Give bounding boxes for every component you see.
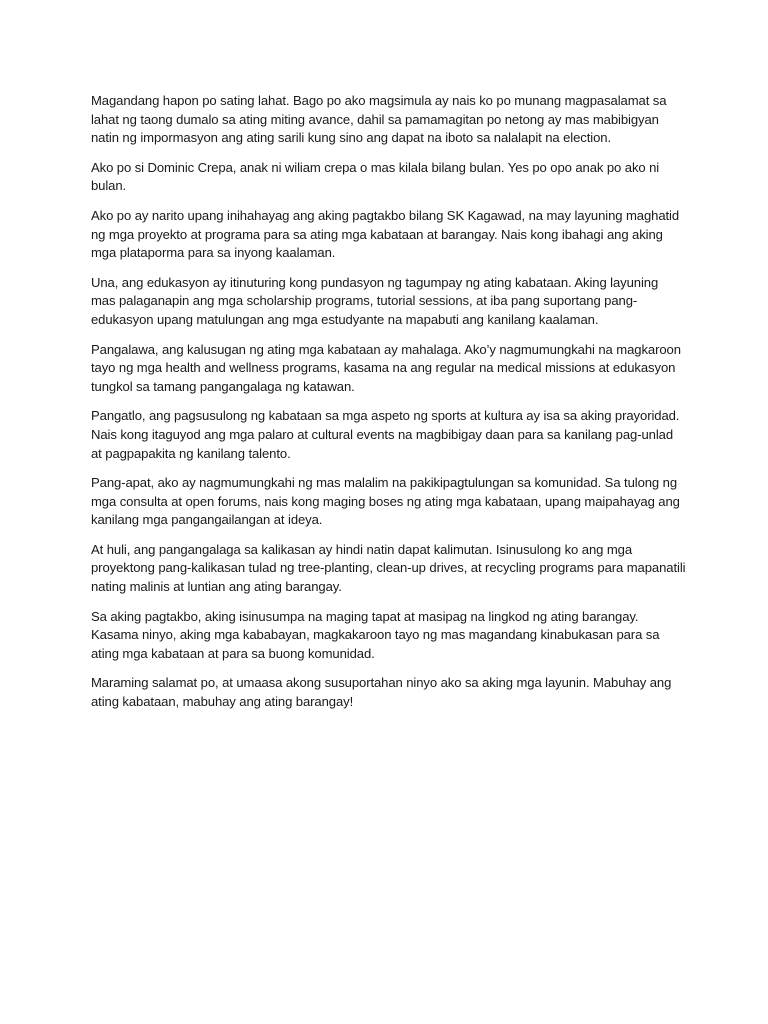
paragraph-pledge: Sa aking pagtakbo, aking isinusumpa na maging tapat at masipag na lingkod ng ating barangay. Kasama ninyo, aking mga kababayan, magkakaroon tayo ng mas magandang kinabukasan para sa ating mga kabataan at para sa buong komunidad. [91,608,660,661]
paragraph-environment: At huli, ang pangangalaga sa kalikasan ay hindi natin dapat kalimutan. Isinusulong ko ang mga proyektong pang-kalikasan tulad ng tree-planting, clean-up drives, at recycling programs para mapanatili nating malinis at luntian ang ating barangay. [91,541,686,595]
paragraph-sports-culture: Pangatlo, ang pagsusulong ng kabataan sa mga aspeto ng sports at kultura ay isa sa aking prayoridad. Nais kong itaguyod ang mga palaro at cultural events na magbibigay daan para sa kanilang pag-unlad at pagpapakita ng kanilang talento. [91,408,680,461]
paragraph-greeting: Magandang hapon po sating lahat. Bago po ako magsimula ay nais ko po munang magpasalamat sa lahat ng taong dumalo sa ating miting avance, dahil sa pamamagitan po netong ay mas mabibigyan natin ng impormasyon ang ating sarili kung sino ang dapat na iboto sa nalalapit na election. [91,93,667,146]
paragraph-education: Una, ang edukasyon ay itinuturing kong pundasyon ng tagumpay ng ating kabataan. Aking layuning mas palaganapin ang mga scholarship programs, tutorial sessions, at iba pang suportang pang-edukasyon upang matulungan ang mga estudyante na mapabuti ang kanilang kaalaman. [91,274,659,327]
paragraph-introduction: Ako po si Dominic Crepa, anak ni wiliam crepa o mas kilala bilang bulan. Yes po opo anak po ako ni bulan. [91,159,660,194]
paragraph-closing: Maraming salamat po, at umaasa akong susuportahan ninyo ako sa aking mga layunin. Mabuhay ang ating kabataan, mabuhay ang ating barangay! [91,675,672,710]
paragraph-community: Pang-apat, ako ay nagmumungkahi ng mas malalim na pakikipagtulungan sa komunidad. Sa tulong ng mga consulta at open forums, nais kong maging boses ng ating mga kabataan, upang maipahayag ang kanilang mga pangangailangan at ideya. [91,475,680,528]
paragraph-candidacy: Ako po ay narito upang inihahayag ang aking pagtakbo bilang SK Kagawad, na may layuning maghatid ng mga proyekto at programa para sa ating mga kabataan at barangay. Nais kong ibahagi ang aking mga plataporma para sa inyong kaalaman. [91,207,680,261]
document-body [91,92,686,712]
paragraph-health: Pangalawa, ang kalusugan ng ating mga kabataan ay mahalaga. Ako’y nagmumungkahi na magkaroon tayo ng mga health and wellness programs, kasama na ang regular na medical missions at edukasyon tungkol sa tamang pangangalaga ng katawan. [91,341,681,394]
